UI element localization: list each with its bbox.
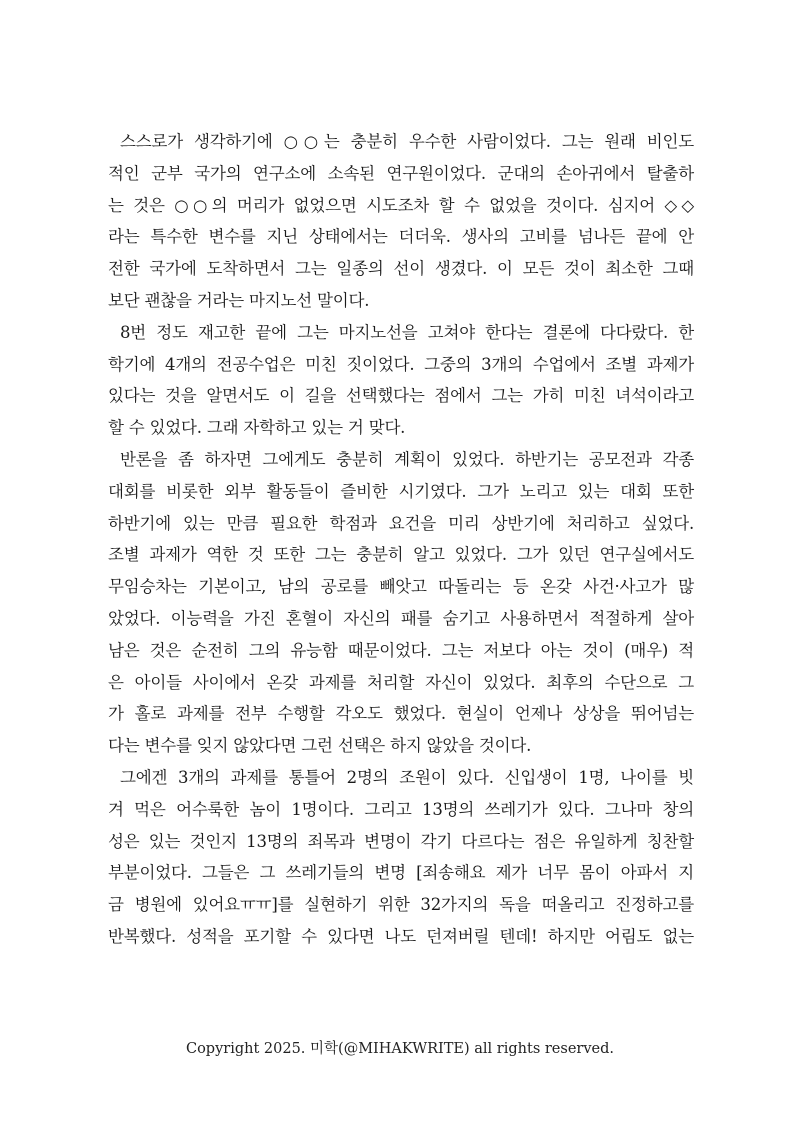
text-line: 남은 것은 순전히 그의 유능함 때문이었다. 그는 저보다 아는 것이 (매우) 적	[108, 640, 694, 660]
text-line: 반론을 좀 하자면 그에게도 충분히 계획이 있었다. 하반기는 공모전과 각종	[120, 449, 694, 469]
text-line: 보단 괜찮을 거라는 마지노선 말이다.	[108, 290, 370, 310]
text-line: 전한 국가에 도착하면서 그는 일종의 선이 생겼다. 이 모든 것이 최소한 그때	[108, 259, 694, 279]
text-line: 라는 특수한 변수를 지닌 상태에서는 더더욱. 생사의 고비를 넘나든 끝에 안	[108, 227, 694, 247]
paragraph	[108, 444, 694, 762]
paragraph	[108, 317, 694, 444]
text-line: 조별 과제가 역한 것 또한 그는 충분히 알고 있었다. 그가 있던 연구실에서도	[108, 545, 694, 565]
body-text	[108, 126, 694, 953]
text-line: 무임승차는 기본이고, 남의 공로를 빼앗고 따돌리는 등 온갖 사건·사고가 많	[108, 577, 694, 597]
text-line: 8번 정도 재고한 끝에 그는 마지노선을 고쳐야 한다는 결론에 다다랐다. 한	[120, 322, 694, 342]
text-line: 있다는 것을 알면서도 이 길을 선택했다는 점에서 그는 가히 미친 녀석이라고	[108, 386, 694, 406]
text-line: 겨 먹은 어수룩한 놈이 1명이다. 그리고 13명의 쓰레기가 있다. 그나마 창의	[108, 799, 694, 819]
text-line: 다는 변수를 잊지 않았다면 그런 선택은 하지 않았을 것이다.	[108, 736, 532, 756]
text-line: 성은 있는 것인지 13명의 죄목과 변명이 각기 다르다는 점은 유일하게 칭찬할	[108, 831, 694, 851]
text-line: 적인 군부 국가의 연구소에 소속된 연구원이었다. 군대의 손아귀에서 탈출하	[108, 163, 694, 183]
text-line: 았었다. 이능력을 가진 혼혈이 자신의 패를 숨기고 사용하면서 적절하게 살아	[108, 608, 694, 628]
text-line: 스스로가 생각하기에 ○○는 충분히 우수한 사람이었다. 그는 원래 비인도	[120, 132, 694, 151]
text-line: 반복했다. 성적을 포기할 수 있다면 나도 던져버릴 텐데! 하지만 어림도 없는	[108, 926, 694, 946]
text-line: 대회를 비롯한 외부 활동들이 즐비한 시기였다. 그가 노리고 있는 대회 또한	[108, 481, 694, 501]
paragraph	[108, 126, 694, 317]
text-line: 하반기에 있는 만큼 필요한 학점과 요건을 미리 상반기에 처리하고 싶었다.	[108, 513, 694, 533]
text-line: 는 것은 ○○의 머리가 없었으면 시도조차 할 수 없었을 것이다. 심지어 ◇◇	[108, 195, 694, 215]
text-line: 학기에 4개의 전공수업은 미친 짓이었다. 그중의 3개의 수업에서 조별 과제가	[108, 354, 694, 374]
text-line: 부분이었다. 그들은 그 쓰레기들의 변명 [죄송해요 제가 너무 몸이 아파서 지	[108, 863, 694, 883]
text-line: 가 홀로 과제를 전부 수행할 각오도 했었다. 현실이 언제나 상상을 뛰어넘는	[108, 704, 694, 724]
text-line: 그에겐 3개의 과제를 통틀어 2명의 조원이 있다. 신입생이 1명, 나이를 빗	[120, 767, 694, 787]
text-line: 은 아이들 사이에서 온갖 과제를 처리할 자신이 있었다. 최후의 수단으로 그	[108, 672, 694, 692]
paragraph	[108, 762, 694, 953]
text-line: 할 수 있었다. 그래 자학하고 있는 거 맞다.	[108, 418, 406, 438]
copyright-footer: Copyright 2025. 미학(@MIHAKWRITE) all rights reserved.	[185, 1041, 615, 1057]
text-line: 금 병원에 있어요ㅠㅠ]를 실현하기 위한 32가지의 독을 떠올리고 진정하고를	[108, 895, 694, 915]
